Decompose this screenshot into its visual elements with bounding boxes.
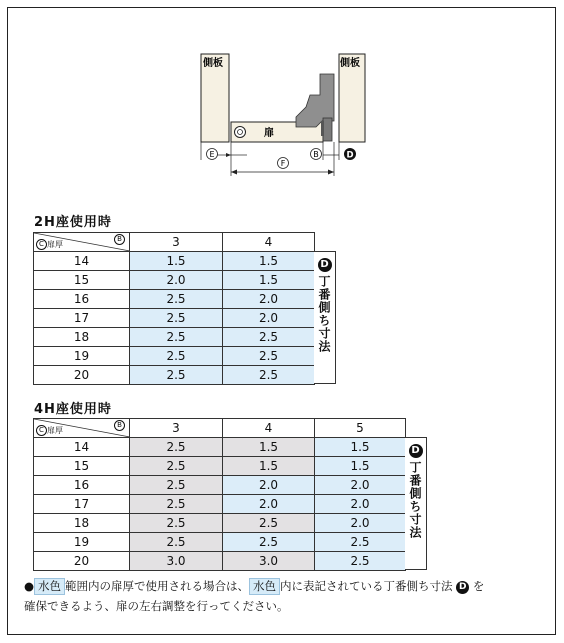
table-2h-side-label <box>314 251 336 384</box>
table-4h-col-header: 4 <box>223 419 315 438</box>
thickness-cell: 15 <box>34 271 130 290</box>
thickness-cell: 20 <box>34 552 130 571</box>
footnote-line-2: 確保できるよう、扉の左右調整を行ってください。 <box>24 599 289 613</box>
table-row <box>34 438 406 457</box>
dim-e-label: E <box>209 150 215 159</box>
table-row <box>34 495 406 514</box>
table-4h-header-row <box>34 419 406 438</box>
thickness-cell: 16 <box>34 476 130 495</box>
door-label: 扉 <box>264 128 274 139</box>
table-2h-side-text: 丁番側ち寸法 <box>317 275 331 353</box>
value-cell: 2.5 <box>315 552 406 571</box>
d-badge: D <box>456 581 469 594</box>
footnote <box>24 576 484 616</box>
table-4h-col-header: 3 <box>130 419 223 438</box>
dim-f-label: F <box>280 159 286 168</box>
thickness-cell: 16 <box>34 290 130 309</box>
left-side-panel-label: 側板 <box>203 58 223 69</box>
value-cell: 2.5 <box>130 347 223 366</box>
table-2h-title: 2H座使用時 <box>34 215 112 230</box>
corner-col-label: B <box>114 420 125 431</box>
value-cell: 2.0 <box>223 309 315 328</box>
table-row <box>34 533 406 552</box>
table-4h-corner-cell <box>34 419 130 438</box>
table-row <box>34 514 406 533</box>
value-cell: 2.5 <box>223 347 315 366</box>
table-row <box>34 309 315 328</box>
value-cell: 3.0 <box>130 552 223 571</box>
value-cell: 3.0 <box>223 552 315 571</box>
corner-row-label: C 扉厚 <box>36 425 63 436</box>
table-row <box>34 476 406 495</box>
thickness-cell: 19 <box>34 347 130 366</box>
table-4h-title: 4H座使用時 <box>34 402 112 417</box>
footnote-text-1: 範囲内の扉厚で使用される場合は、 <box>65 579 250 593</box>
value-cell: 2.5 <box>130 309 223 328</box>
value-cell: 2.0 <box>130 271 223 290</box>
dim-b-label: B <box>313 150 319 159</box>
value-cell: 2.0 <box>223 290 315 309</box>
dim-d-label: D <box>346 150 354 161</box>
thickness-cell: 20 <box>34 366 130 385</box>
table-row <box>34 328 315 347</box>
value-cell: 2.5 <box>130 457 223 476</box>
table-row <box>34 290 315 309</box>
value-cell: 2.5 <box>130 366 223 385</box>
table-row <box>34 457 406 476</box>
value-cell: 2.5 <box>130 290 223 309</box>
d-badge: D <box>409 444 423 458</box>
value-cell: 1.5 <box>223 271 315 290</box>
thickness-cell: 17 <box>34 495 130 514</box>
value-cell: 2.5 <box>130 438 223 457</box>
table-4h <box>33 418 406 571</box>
value-cell: 1.5 <box>223 252 315 271</box>
value-cell: 2.5 <box>130 476 223 495</box>
value-cell: 2.0 <box>315 495 406 514</box>
value-cell: 1.5 <box>315 438 406 457</box>
thickness-cell: 18 <box>34 328 130 347</box>
thickness-cell: 18 <box>34 514 130 533</box>
thickness-cell: 14 <box>34 252 130 271</box>
table-row <box>34 347 315 366</box>
thickness-cell: 15 <box>34 457 130 476</box>
table-row <box>34 271 315 290</box>
table-2h-col-header: 4 <box>223 233 315 252</box>
value-cell: 1.5 <box>223 457 315 476</box>
value-cell: 2.0 <box>223 495 315 514</box>
value-cell: 1.5 <box>130 252 223 271</box>
table-row <box>34 252 315 271</box>
value-cell: 2.5 <box>315 533 406 552</box>
footnote-bullet: ● <box>24 579 35 593</box>
value-cell: 2.0 <box>223 476 315 495</box>
footnote-line-1 <box>24 576 484 596</box>
corner-row-label: C 扉厚 <box>36 239 63 250</box>
value-cell: 2.0 <box>315 476 406 495</box>
hinge-diagram <box>0 0 564 200</box>
value-cell: 1.5 <box>315 457 406 476</box>
value-cell: 2.0 <box>315 514 406 533</box>
value-cell: 1.5 <box>223 438 315 457</box>
footnote-text-3: を <box>472 579 485 593</box>
value-cell: 2.5 <box>130 533 223 552</box>
d-badge: D <box>318 258 332 272</box>
table-2h-corner-cell <box>34 233 130 252</box>
highlight-swatch: 水色 <box>34 578 65 595</box>
table-2h-header-row <box>34 233 315 252</box>
value-cell: 2.5 <box>223 328 315 347</box>
table-row <box>34 552 406 571</box>
thickness-cell: 17 <box>34 309 130 328</box>
value-cell: 2.5 <box>130 328 223 347</box>
table-2h <box>33 232 315 385</box>
table-4h-side-text: 丁番側ち寸法 <box>408 461 422 539</box>
value-cell: 2.5 <box>130 495 223 514</box>
table-4h-side-label <box>405 437 427 570</box>
value-cell: 2.5 <box>130 514 223 533</box>
value-cell: 2.5 <box>223 366 315 385</box>
table-row <box>34 366 315 385</box>
right-side-panel-label: 側板 <box>340 58 360 69</box>
footnote-text-2: 内に表記されている丁番側ち寸法 <box>280 579 453 593</box>
table-4h-col-header: 5 <box>315 419 406 438</box>
thickness-cell: 14 <box>34 438 130 457</box>
table-2h-col-header: 3 <box>130 233 223 252</box>
highlight-swatch: 水色 <box>249 578 280 595</box>
hinge-cup-circle <box>235 127 246 138</box>
value-cell: 2.5 <box>223 514 315 533</box>
value-cell: 2.5 <box>223 533 315 552</box>
corner-col-label: B <box>114 234 125 245</box>
thickness-cell: 19 <box>34 533 130 552</box>
